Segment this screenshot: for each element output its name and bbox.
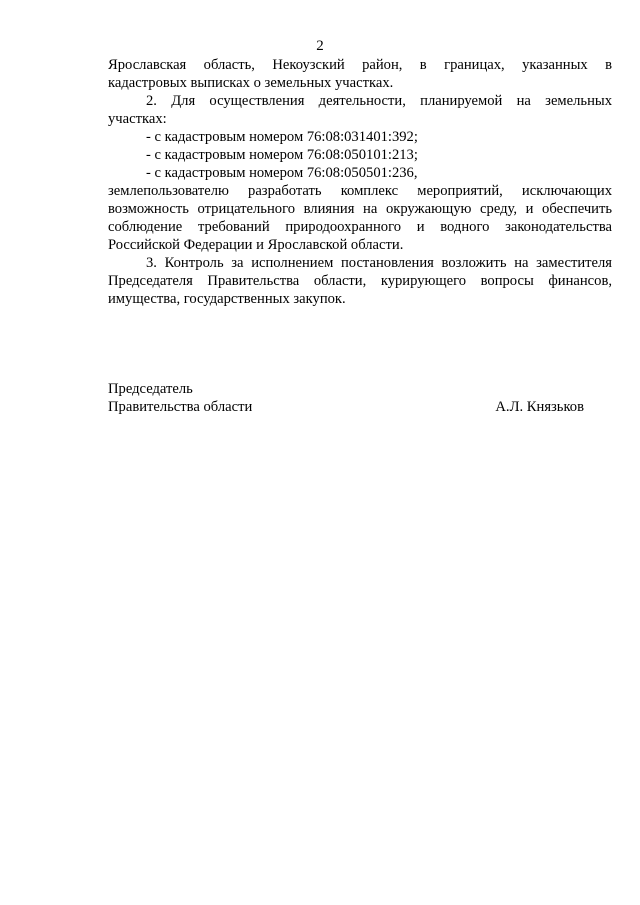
list-item: - с кадастровым номером 76:08:050501:236, [146, 165, 418, 181]
paragraph-line: соблюдение требований природоохранного и водного законодательства [108, 219, 612, 235]
paragraph-line: участках: [108, 111, 167, 127]
paragraph-line: 3. Контроль за исполнением постановления возложить на заместителя [146, 255, 612, 271]
paragraph-line: 2. Для осуществления деятельности, планируемой на земельных [146, 93, 612, 109]
paragraph-line: имущества, государственных закупок. [108, 291, 346, 307]
paragraph-line: Ярославская область, Некоузский район, в границах, указанных в [108, 57, 612, 73]
paragraph-line: Российской Федерации и Ярославской области. [108, 237, 404, 253]
signature-title: Председатель [108, 381, 193, 397]
signatory-name: А.Л. Князьков [495, 399, 584, 415]
paragraph-line: кадастровых выписках о земельных участках. [108, 75, 394, 91]
document-body [108, 56, 612, 416]
list-item: - с кадастровым номером 76:08:031401:392; [146, 129, 418, 145]
spacer [108, 308, 612, 380]
page-number: 2 [316, 38, 324, 54]
signature-line [108, 398, 612, 416]
list-item: - с кадастровым номером 76:08:050101:213; [146, 147, 418, 163]
paragraph-line: возможность отрицательного влияния на окружающую среду, и обеспечить [108, 201, 612, 217]
signature-title: Правительства области [108, 399, 253, 415]
paragraph-line: землепользователю разработать комплекс мероприятий, исключающих [108, 183, 612, 199]
paragraph-line: Председателя Правительства области, курирующего вопросы финансов, [108, 273, 612, 289]
